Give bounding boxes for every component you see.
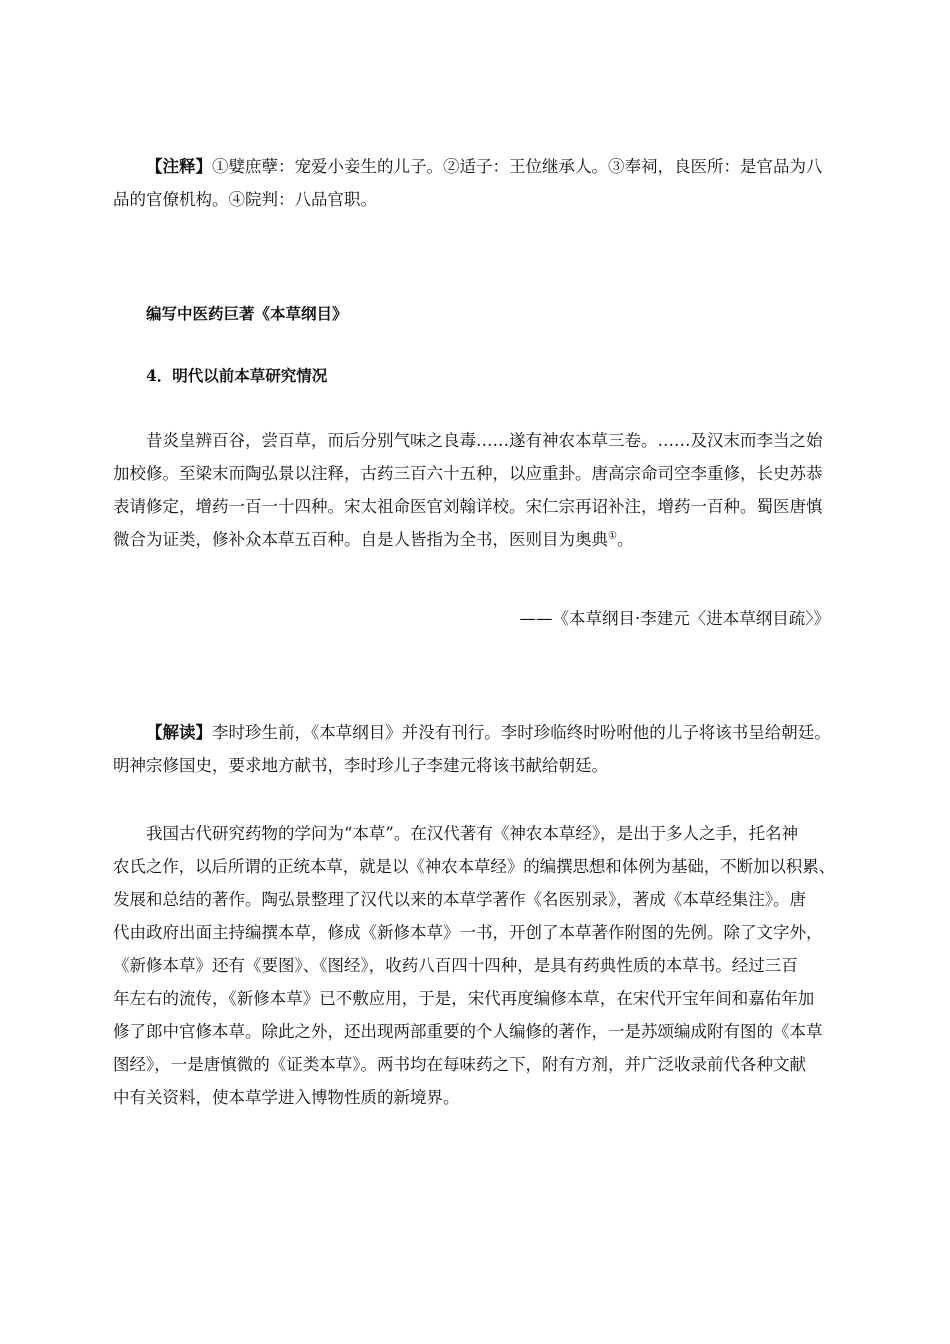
body-line-1: 我国古代研究药物的学问为“本草”。在汉代著有《神农本草经》，是出于多人之手，托名神	[146, 824, 799, 843]
interpretation-label: 【解读】	[146, 723, 212, 742]
body-line-8: 图经》，一是唐慎微的《证类本草》。两书均在每味药之下，附有方剂，并广泛收录前代各种文献	[113, 1055, 806, 1074]
interpretation-paragraph	[113, 716, 835, 782]
note-line-2: 品的官僚机构。④院判：八品官职。	[113, 190, 377, 209]
body-line-2: 农氏之作，以后所谓的正统本草，就是以《神农本草经》的编撰思想和体例为基础，不断加以积累、	[113, 857, 836, 876]
interpretation-line-1: 【解读】李时珍生前，《本草纲目》并没有刊行。李时珍临终时吩咐他的儿子将该书呈给朝廷。	[146, 723, 831, 742]
body-line-7: 修了郎中官修本草。除此之外，还出现两部重要的个人编修的著作，一是苏颂编成附有图的《本草	[113, 1022, 823, 1041]
footnote-mark: ①	[608, 530, 617, 542]
body-line-9: 中有关资料，使本草学进入博物性质的新境界。	[113, 1088, 460, 1107]
body-line-5: 《新修本草》还有《要图》、《图经》，收药八百四十四种，是具有药典性质的本草书。经过三百	[113, 956, 798, 975]
note-line-1: 【注释】①嬖庶孽：宠爱小妾生的儿子。②适子：王位继承人。③奉祠，良医所：是官品为八	[146, 157, 823, 176]
quote-line-1: 昔炎皇辨百谷，尝百草，而后分别气味之良毒……遂有神农本草三卷。……及汉末而李当之始	[146, 431, 823, 450]
note-paragraph	[113, 150, 835, 216]
quote-line-4: 微合为证类，修补众本草五百种。自是人皆指为全书，医则目为奥典①。	[113, 530, 634, 549]
quote-line-2: 加校修。至梁末而陶弘景以注释，古药三百六十五种，以应重卦。唐高宗命司空李重修，长史苏恭	[113, 464, 823, 483]
body-line-6: 年左右的流传，《新修本草》已不敷应用，于是，宋代再度编修本草，在宋代开宝年间和嘉佑年加	[113, 989, 815, 1008]
interpretation-line-2: 明神宗修国史，要求地方献书，李时珍儿子李建元将该书献给朝廷。	[113, 756, 608, 775]
subsection-title: 4．明代以前本草研究情况	[146, 366, 328, 385]
quote-attribution: ——《本草纲目·李建元〈进本草纲目疏〉》	[519, 609, 830, 628]
quote-line-3: 表请修定，增药一百一十四种。宋太祖命医官刘翰详校。宋仁宗再诏补注，增药一百种。蜀医唐慎	[113, 497, 823, 516]
body-line-3: 发展和总结的著作。陶弘景整理了汉代以来的本草学著作《名医别录》，著成《本草经集注》。唐	[113, 890, 806, 909]
section-title: 编写中医药巨著《本草纲目》	[146, 304, 348, 323]
body-line-4: 代由政府出面主持编撰本草，修成《新修本草》一书，开创了本草著作附图的先例。除了文字外，	[113, 923, 823, 942]
note-label: 【注释】	[146, 157, 212, 176]
quote-paragraph	[113, 424, 835, 556]
body-paragraph	[113, 817, 835, 1114]
